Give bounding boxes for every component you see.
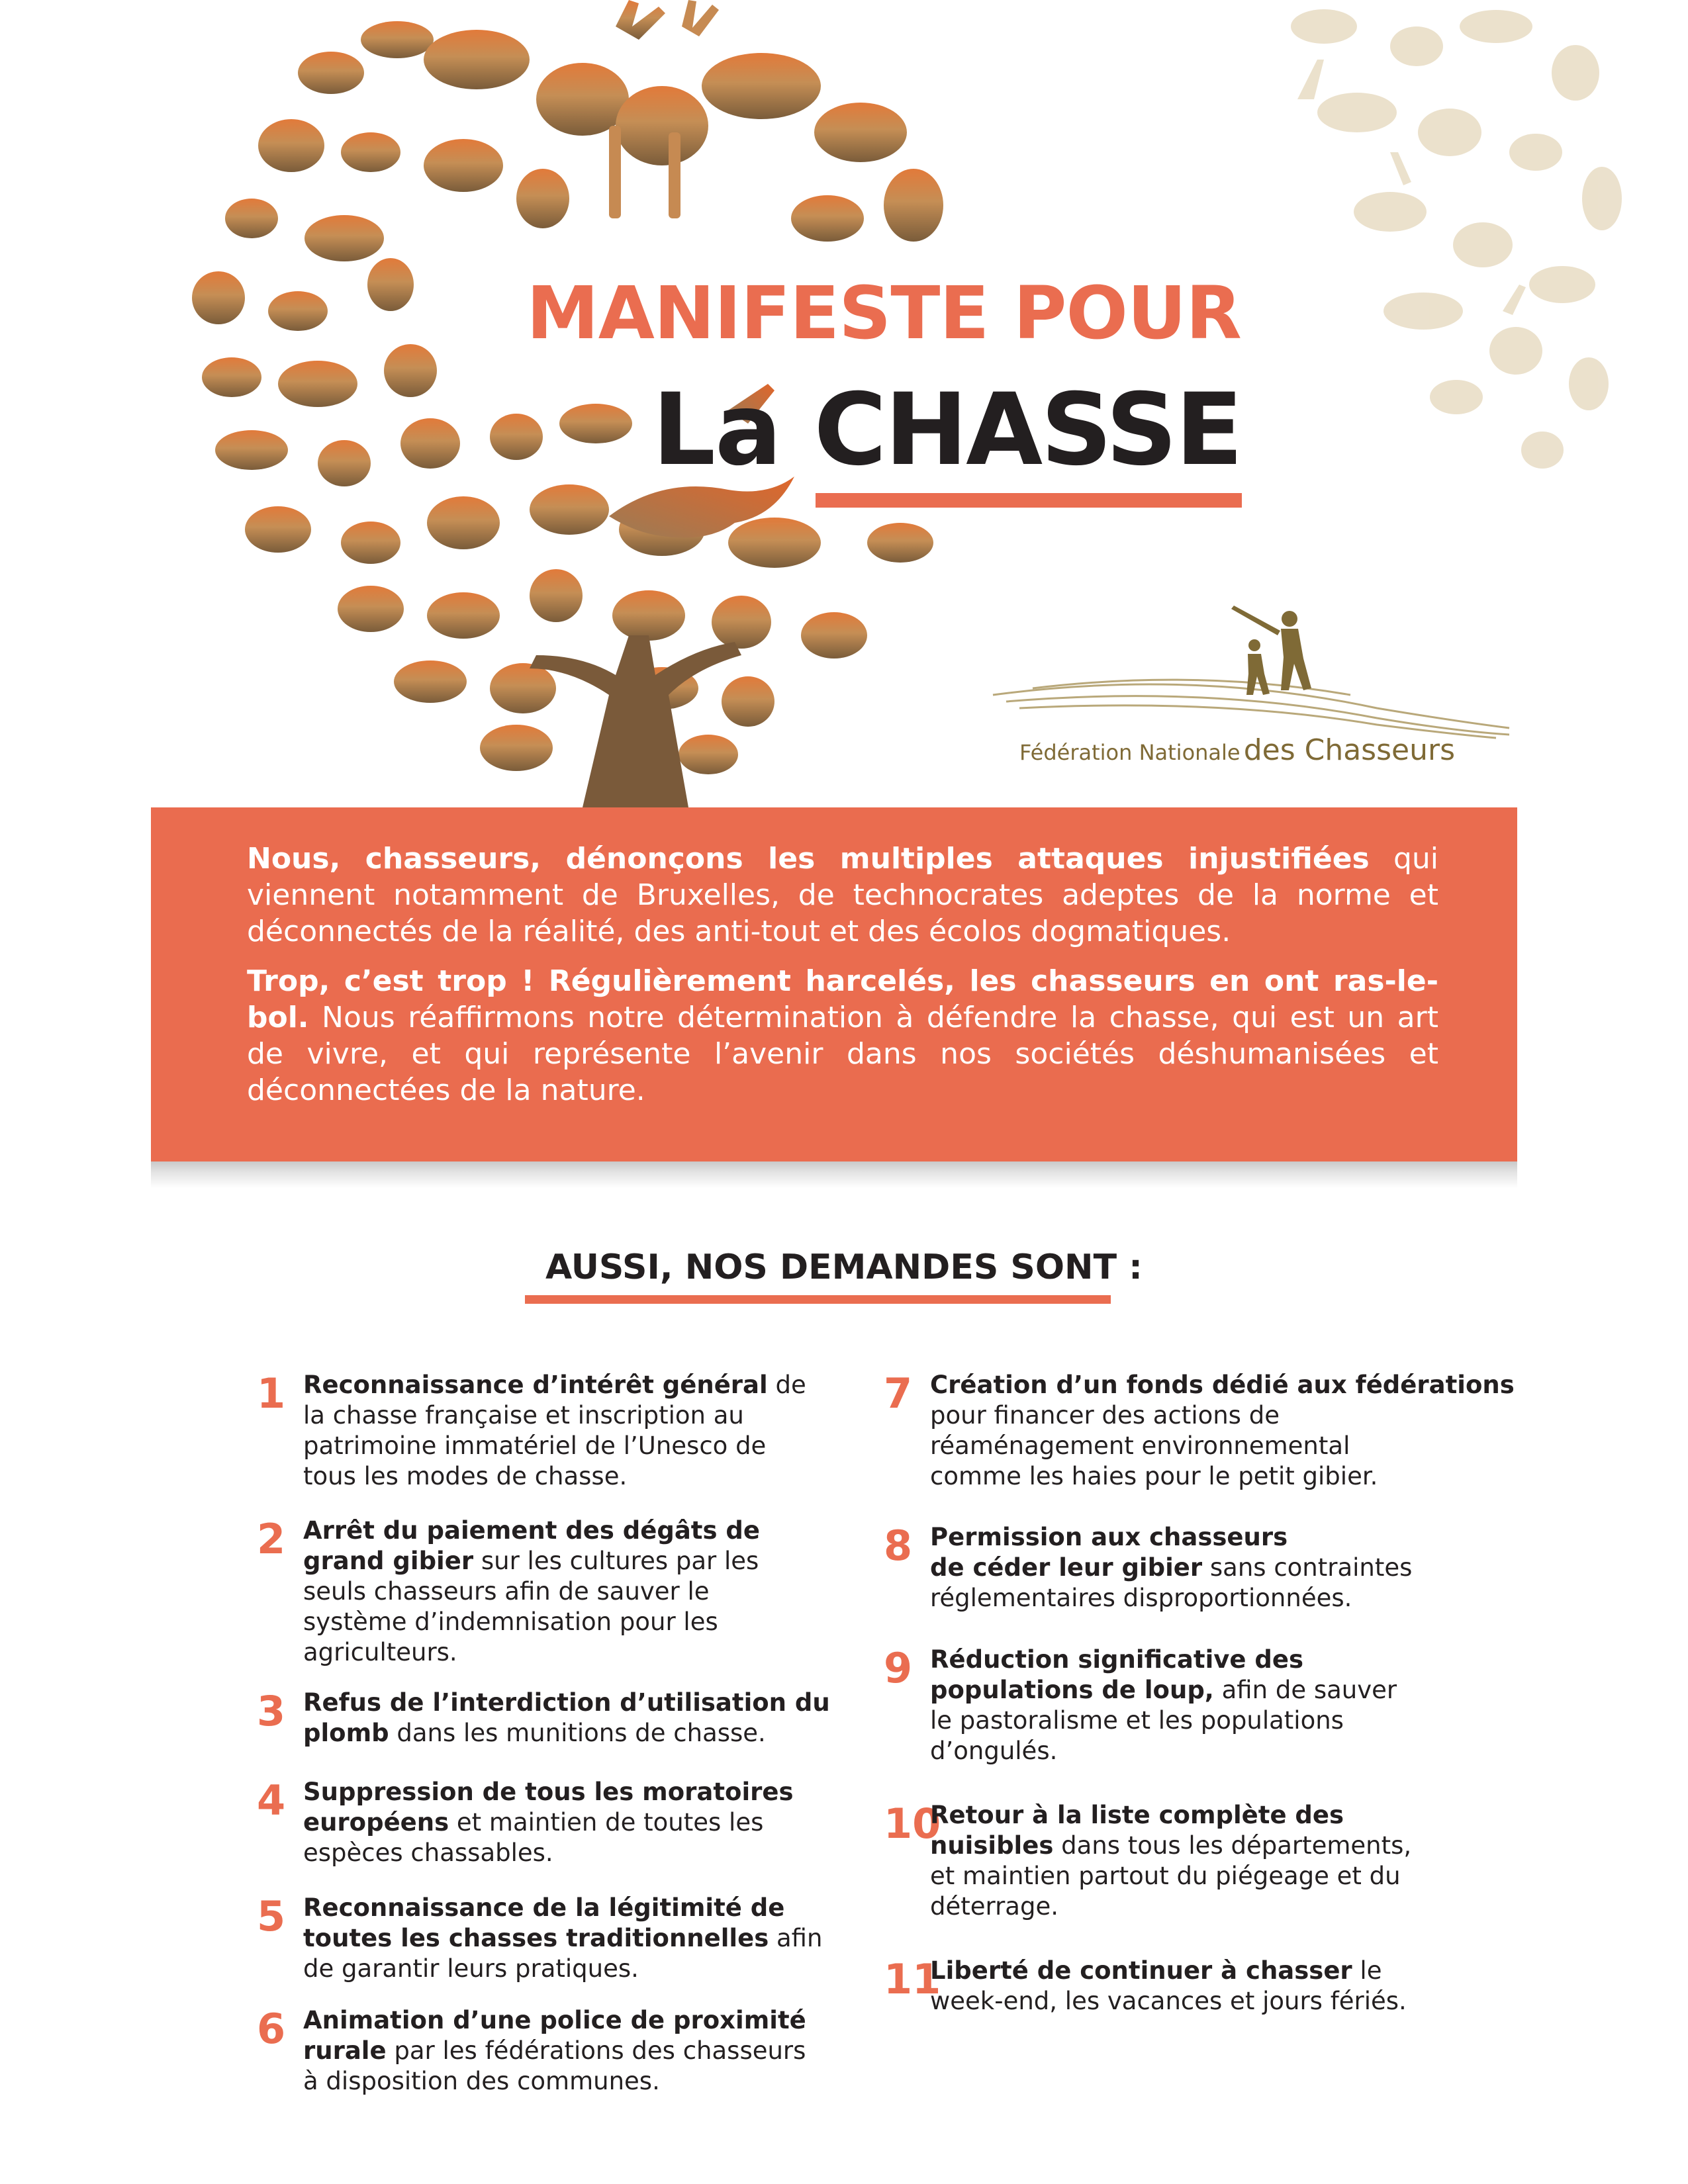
demand-text: [930, 1522, 1412, 1614]
demand-line: [930, 1831, 1411, 1861]
demand-number: 8: [884, 1522, 913, 1570]
demand-line-regular: tous les modes de chasse.: [303, 1462, 628, 1490]
demand-line-regular: seuls chasseurs afin de sauver le: [303, 1577, 710, 1606]
title-underline: [816, 493, 1242, 508]
demand-line-bold: Retour à la liste complète des: [930, 1801, 1344, 1829]
demand-line-regular: espèces chassables.: [303, 1839, 553, 1867]
demand-text: [303, 1516, 760, 1668]
demand-line-regular: dans tous les départements,: [1053, 1831, 1412, 1860]
demand-line-regular: sans contraintes: [1202, 1553, 1413, 1582]
demand-line-bold: toutes les chasses traditionnelles: [303, 1924, 769, 1952]
demand-line: [930, 1861, 1411, 1891]
demand-line: [303, 2066, 806, 2097]
demand-line-bold: Réduction significative des: [930, 1645, 1303, 1674]
demand-line-bold: Refus de l’interdiction d’utilisation du: [303, 1688, 830, 1717]
demand-line-regular: afin: [769, 1924, 823, 1952]
demand-line-regular: pour financer des actions de: [930, 1401, 1280, 1430]
demand-line-bold: Permission aux chasseurs: [930, 1523, 1288, 1551]
demand-line: [303, 1688, 830, 1718]
intro-p1-bold: Nous, chasseurs, dénonçons les multiples attaques injustifiées: [247, 842, 1370, 876]
demand-text: [930, 1956, 1407, 2017]
demand-line-regular: réglementaires disproportionnées.: [930, 1584, 1352, 1612]
demand-line: [303, 1516, 760, 1546]
demand-line-bold: Création d’un fonds dédié aux fédérations: [930, 1371, 1515, 1399]
demand-line: [303, 1893, 822, 1923]
intro-p1-rest: qui viennent notamment de Bruxelles, de technocrates adeptes de la norme et déconnectés de la réalité, des anti-tout et des écolos dogmatiques.: [247, 842, 1438, 948]
demand-line-bold: Animation d’une police de proximité: [303, 2006, 806, 2034]
title-line-1: MANIFESTE POUR: [526, 271, 1241, 355]
demand-number: 6: [257, 2005, 286, 2053]
demand-line-regular: patrimoine immatériel de l’Unesco de: [303, 1432, 767, 1460]
demand-text: [930, 1645, 1397, 1766]
fnc-logo-text: [1019, 733, 1455, 767]
demand-line: [930, 1461, 1515, 1492]
demand-line: [303, 1718, 830, 1749]
tree-trunk: [530, 635, 741, 807]
demand-line-bold: de céder leur gibier: [930, 1553, 1203, 1582]
intro-paragraph-1: [247, 841, 1438, 950]
demand-line-regular: dans les munitions de chasse.: [389, 1719, 766, 1747]
demand-line-regular: de: [767, 1371, 806, 1399]
demand-line: [930, 1645, 1397, 1675]
demand-line-regular: et maintien partout du piégeage et du: [930, 1862, 1401, 1890]
demand-text: [930, 1370, 1515, 1492]
demand-number: 9: [884, 1644, 913, 1692]
demand-line-bold: Reconnaissance d’intérêt général: [303, 1371, 768, 1399]
demand-number: 2: [257, 1515, 286, 1563]
demand-line-regular: le pastoralisme et les populations: [930, 1706, 1344, 1735]
demand-line: [303, 1923, 822, 1954]
demand-line: [930, 1891, 1411, 1922]
demand-line: [930, 1400, 1515, 1431]
demand-line: [303, 1637, 760, 1668]
demand-line-regular: le: [1352, 1956, 1382, 1985]
demand-line: [303, 1807, 794, 1838]
demand-line: [930, 1800, 1411, 1831]
intro-paragraph-2: [247, 963, 1438, 1109]
intro-p2-rest: Nous réaffirmons notre détermination à défendre la chasse, qui est un art de vivre, et qui représente l’avenir dans nos sociétés déshumanisées et déconnectées de la nature.: [247, 1001, 1438, 1107]
demand-line: [930, 1431, 1515, 1461]
demand-text: [930, 1800, 1411, 1922]
demand-line: [930, 1706, 1397, 1736]
demand-text: [303, 1893, 822, 1984]
demands-heading-underline: [525, 1295, 1111, 1304]
title-prefix: La: [652, 373, 782, 488]
intro-text: [247, 841, 1438, 1109]
demand-line: [303, 2005, 806, 2036]
faded-animals-icon: [1291, 9, 1622, 469]
demand-line-bold: nuisibles: [930, 1831, 1054, 1860]
demand-line: [303, 2036, 806, 2066]
demand-line-regular: afin de sauver: [1213, 1676, 1397, 1704]
demand-line: [303, 1576, 760, 1607]
demand-line-bold: populations de loup,: [930, 1676, 1214, 1704]
demand-line: [303, 1777, 794, 1807]
demand-text: [303, 1688, 830, 1749]
demand-text: [303, 2005, 806, 2097]
demand-line: [303, 1431, 806, 1461]
demand-line: [303, 1838, 794, 1868]
demand-line: [303, 1461, 806, 1492]
demand-text: [303, 1370, 806, 1492]
demand-line-regular: et maintien de toutes les: [449, 1808, 764, 1837]
demand-line-regular: déterrage.: [930, 1892, 1058, 1921]
demand-line-bold: Reconnaissance de la légitimité de: [303, 1893, 785, 1922]
demand-text: [303, 1777, 794, 1868]
fnc-name-small: Fédération Nationale: [1019, 740, 1241, 765]
demand-number: 7: [884, 1369, 913, 1418]
demand-line-regular: de garantir leurs pratiques.: [303, 1954, 639, 1983]
demand-line-bold: Suppression de tous les moratoires: [303, 1778, 794, 1806]
demand-line-regular: agriculteurs.: [303, 1638, 457, 1666]
demand-line-regular: d’ongulés.: [930, 1737, 1058, 1765]
demand-line-bold: rurale: [303, 2036, 387, 2065]
title-main: CHASSE: [814, 373, 1241, 488]
demand-number: 11: [884, 1955, 941, 2003]
demand-line-bold: Liberté de continuer à chasser: [930, 1956, 1352, 1985]
demand-line: [303, 1954, 822, 1984]
demand-number: 1: [257, 1369, 286, 1418]
demand-line: [930, 1522, 1412, 1553]
demand-number: 5: [257, 1892, 286, 1940]
banner-shadow: [151, 1161, 1517, 1188]
demand-line: [930, 1583, 1412, 1614]
demand-line: [930, 1553, 1412, 1583]
demand-line: [303, 1400, 806, 1431]
demand-line-bold: plomb: [303, 1719, 389, 1747]
demand-line-regular: à disposition des communes.: [303, 2067, 660, 2095]
demand-line: [303, 1370, 806, 1400]
demand-line-regular: réaménagement environnemental: [930, 1432, 1350, 1460]
demand-line-regular: la chasse française et inscription au: [303, 1401, 744, 1430]
demand-line: [930, 1370, 1515, 1400]
demands-heading: AUSSI, NOS DEMANDES SONT :: [545, 1248, 1143, 1287]
demand-number: 3: [257, 1687, 286, 1735]
demand-line-regular: sur les cultures par les: [473, 1547, 759, 1575]
demand-line-regular: par les fédérations des chasseurs: [386, 2036, 806, 2065]
demand-line: [930, 1736, 1397, 1766]
intro-p2-bold: Trop, c’est trop ! Régulièrement harcelés, les chasseurs en ont ras-le-bol.: [247, 964, 1438, 1034]
demand-line-bold: Arrêt du paiement des dégâts de: [303, 1516, 760, 1545]
demand-line: [930, 1956, 1407, 1986]
demand-line: [303, 1607, 760, 1637]
demand-line: [930, 1675, 1397, 1706]
title-line-2: [652, 373, 1241, 488]
demand-line: [303, 1546, 760, 1576]
demand-line-regular: système d’indemnisation pour les: [303, 1608, 718, 1636]
demand-line: [930, 1986, 1407, 2017]
demand-line-regular: comme les haies pour le petit gibier.: [930, 1462, 1378, 1490]
demand-line-bold: européens: [303, 1808, 449, 1837]
demand-line-regular: week-end, les vacances et jours fériés.: [930, 1987, 1407, 2015]
demand-line-bold: grand gibier: [303, 1547, 474, 1575]
demand-number: 10: [884, 1799, 941, 1848]
demand-number: 4: [257, 1776, 286, 1825]
fnc-name-big: des Chasseurs: [1243, 733, 1456, 767]
